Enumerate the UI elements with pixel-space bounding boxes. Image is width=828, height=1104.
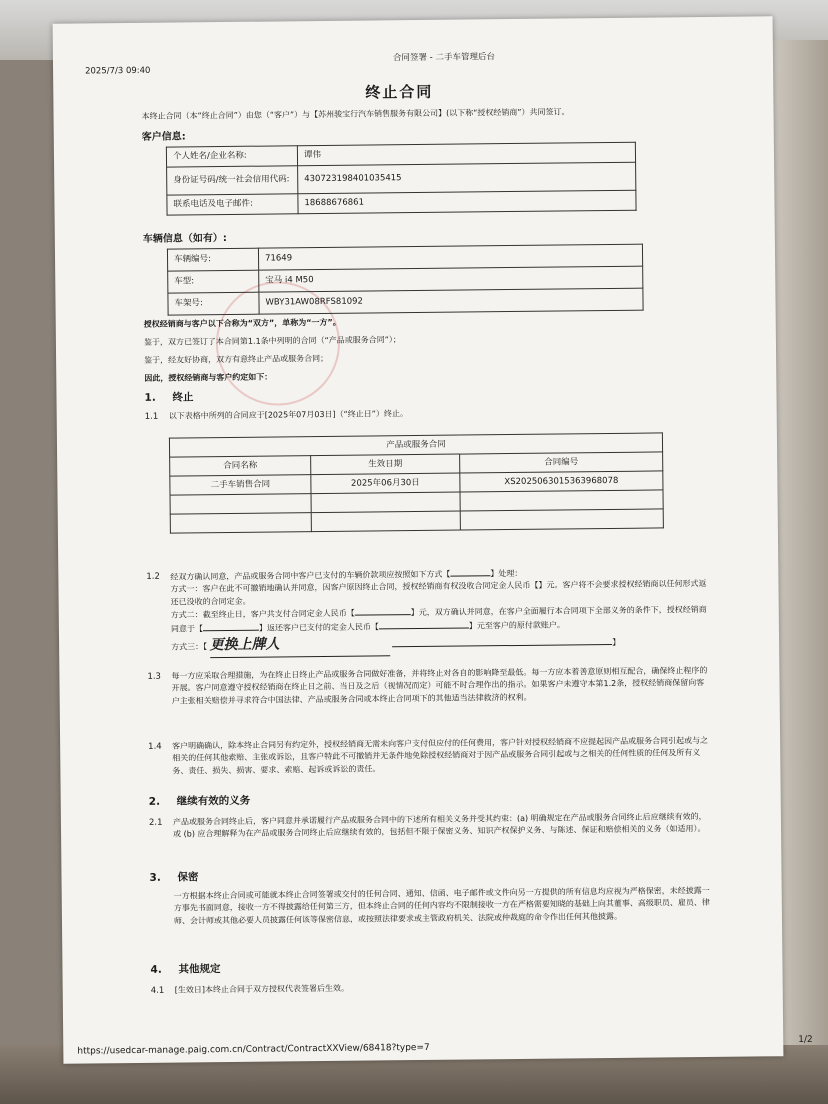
clause-1-4-text: 客户明确确认，除本终止合同另有约定外，授权经销商无需未向客户支付但应付的任何费用，客户针对授权经销商不应提起因产品或服务合同引起或与之相关的任何其他索赔、主张或诉讼，且客户特此不可撤销并无条件地免除授权经销商对于因产品或服务合同引起或与之相关的任何性质的任何及所有义务、责任、损失、损害、要求、索赔、起诉或诉讼的责任。 [172, 735, 709, 776]
section-3-title: 保密 [177, 871, 199, 884]
clause-1-4-number: 1.4 [148, 741, 162, 752]
clause-1-1-text: 以下表格中所列的合同应于[2025年07月03日]（“终止日”）终止。 [168, 409, 408, 421]
option-one: 方式一：客户在此不可撤销地确认并同意，因客户原因终止合同，授权经销商有权没收合同定金人民币【】元。客户将不会要求授权经销商以任何形式返还已没收的合同定金。 [170, 579, 707, 607]
print-header-title: 合同签署 - 二手车管理后台 [392, 52, 495, 64]
vehicle-model-key: 车型: [168, 270, 259, 293]
customer-name-key: 个人姓名/企业名称: [166, 146, 297, 167]
section-3-number: 3. [149, 871, 161, 884]
clause-4-1-text: [生效日]本终止合同于双方授权代表签署后生效。 [174, 983, 349, 995]
section-4-number: 4. [150, 963, 162, 976]
clause-1-2-text [170, 565, 711, 658]
contract-name-cell: 二手车销售合同 [170, 475, 311, 495]
vehicle-number-key: 车辆编号: [167, 248, 258, 271]
vehicle-info-label: 车辆信息（如有）: [142, 232, 227, 245]
page-number: 1/2 [798, 1034, 813, 1046]
clause-1-3-number: 1.3 [147, 671, 162, 682]
clause-2-1-text: 产品或服务合同终止后，客户同意并承诺履行产品或服务合同中的下述所有相关义务并受其约束：(a) 明确规定在产品或服务合同终止后应继续有效的，或 (b) 应合理解释为在产品或服务合同终止后应继续有效的，包括但不限于保密义务、知识产权保护义务、与陈述、保证和赔偿相关的义务（如适用）。 [172, 811, 707, 839]
section-3-text: 一方根据本终止合同或可能就本终止合同签署或交付的任何合同、通知、信函、电子邮件或文件向另一方提供的所有信息均应视为严格保密，未经披露一方事先书面同意，接收一方不得披露给任何第三方，但本终止合同的任何内容均不限制接收一方在严格需要知晓的基础上向其董事、高级职员、雇员、律师、会计师或其他必要人员披露任何该等保密信息，或按照法律要求或主管政府机关、法院或仲裁庭的命令作出任何其他披露。 [173, 885, 710, 926]
recital-2: 鉴于，双方已签订了本合同第1.1条中列明的合同（“产品或服务合同”）； [143, 335, 401, 347]
contract-date-cell: 2025年06月30日 [311, 473, 460, 494]
contract-table-header-date: 生效日期 [311, 454, 460, 475]
page-title: 终止合同 [365, 82, 434, 102]
clause-1-1-number: 1.1 [144, 411, 159, 422]
section-4-title: 其他规定 [178, 963, 221, 976]
print-date: 2025/7/3 09:40 [85, 65, 151, 77]
vehicle-vin-value: WBY31AW08RFS81092 [259, 288, 643, 314]
customer-phone-key: 联系电话及电子邮件: [167, 194, 298, 215]
option-two-part-1: 方式二：截至终止日，客户共支付合同定金人民币【 [170, 608, 355, 620]
customer-info-label: 客户信息: [141, 131, 186, 143]
section-2-number: 2. [148, 795, 161, 808]
option-three-label: 方式三：【 [171, 642, 208, 652]
clause-2-1-number: 2.1 [148, 817, 163, 828]
section-1-title: 终止 [172, 391, 194, 404]
contract-table-header-name: 合同名称 [170, 456, 311, 476]
vehicle-info-table [167, 244, 644, 316]
blank-field [379, 619, 469, 629]
empty-cell [460, 490, 663, 511]
option-three-end: 】 [612, 637, 621, 647]
contract-table-caption: 产品或服务合同 [169, 433, 662, 457]
contract-table [169, 432, 664, 533]
customer-name-value: 谭伟 [297, 142, 635, 166]
customer-id-key: 身份证号码/统一社会信用代码: [167, 166, 298, 195]
customer-phone-value: 18688676861 [298, 190, 636, 214]
empty-cell [311, 511, 460, 532]
vehicle-model-value: 宝马 i4 M50 [259, 266, 643, 292]
clause-1-2-intro: 经双方确认同意，产品或服务合同中客户已支付的车辆价款项应按照如下方式【 [170, 569, 451, 582]
footer-url: https://usedcar-manage.paig.com.cn/Contract/ContractXXView/68418?type=7 [77, 1042, 430, 1057]
empty-cell [460, 509, 663, 530]
recital-4: 因此，授权经销商与客户约定如下： [144, 372, 273, 383]
intro-paragraph: 本终止合同（本“终止合同”）由您（“客户”）与【苏州骏宝行汽车销售服务有限公司】(以下称“授权经销商”）共同签订。 [141, 107, 570, 121]
document-page [53, 16, 813, 1063]
section-2-title: 继续有效的义务 [176, 794, 251, 808]
recital-1: 授权经销商与客户以下合称为“双方”，单称为“一方”。 [143, 317, 341, 329]
contract-number-cell: XS20250630153639680​78 [460, 471, 663, 492]
vehicle-vin-key: 车架号: [168, 292, 259, 315]
handwritten-option-three: 更换上牌人 [210, 633, 390, 658]
clause-1-2-number: 1.2 [146, 571, 160, 582]
customer-id-value: 430723198401035415 [298, 162, 636, 194]
section-1-number: 1. [144, 391, 156, 404]
option-two-part-2: 】元，双方确认并同意，在客户全面履行本合同项下全部义务的条件下，授权经销商同意于【 [170, 605, 707, 634]
clause-1-3-text: 每一方应采取合理措施，为在终止日终止产品或服务合同做好准备，并将终止对各自的影响降至最低。每一方应本着善意原则相互配合，确保终止程序的开展。客户同意遵守授权经销商在终止日之前、当日及之后（视情况而定）可能不时合理作出的指示。如果客户未遵守本第1.2条，授权经销商保留向客户主张相关赔偿并寻求符合中国法律、产品或服务合同或本终止合同项下的其他适当法律救济的权利。 [171, 665, 708, 706]
empty-cell [170, 494, 311, 514]
option-two-part-3: 】返还客户已支付的定金人民币【 [258, 621, 379, 633]
vehicle-number-value: 71649 [258, 244, 642, 270]
empty-cell [170, 513, 311, 533]
blank-field [355, 606, 411, 616]
blank-field [450, 567, 490, 576]
clause-1-2-intro-end: 】处理： [490, 568, 523, 579]
recital-3: 鉴于，经友好协商，双方有意终止产品或服务合同； [144, 353, 329, 365]
blank-field [203, 621, 259, 631]
empty-cell [311, 492, 460, 513]
contract-table-header-number: 合同编号 [460, 452, 663, 473]
clause-4-1-number: 4.1 [150, 985, 165, 996]
option-two-part-4: 】元至客户的原付款账户。 [468, 620, 565, 631]
blank-field [392, 636, 612, 647]
customer-info-table [166, 142, 637, 216]
